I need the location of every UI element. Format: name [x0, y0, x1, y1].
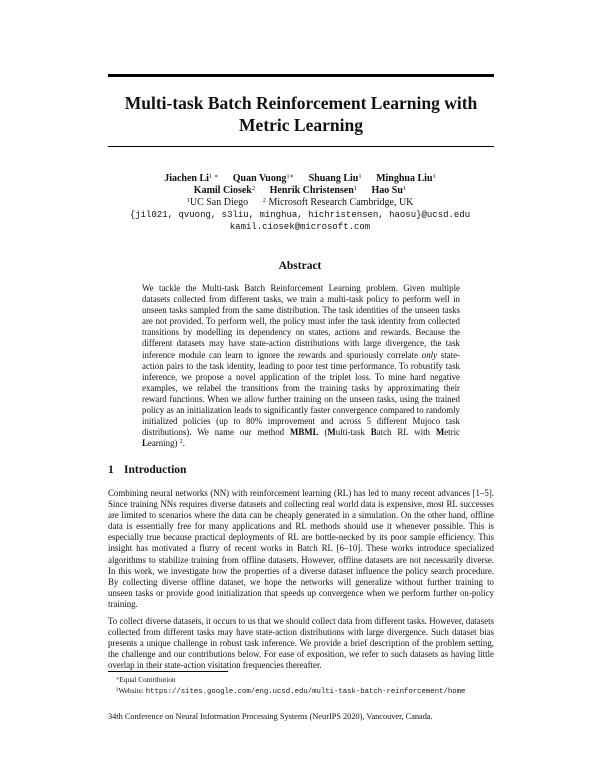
email-ucsd: {jil021, qvuong, s3liu, minghua, hichristensen, haosu}@ucsd.edu — [129, 210, 471, 220]
footnote-1 — [116, 675, 176, 684]
intro-paragraph-2: To collect diverse datasets, it occurs to us that we should collect data from different tasks. However, datasets collected from different tasks may have state-action distributions with large divergence. Such dataset bias presents a unique challenge in robust task inference. We provide a brief description of the problem setting, the challenge and our contributions below. For ease of exposition, we refer to such datasets as having little overlap in their state-action visitation frequencies thereafter. — [108, 616, 494, 671]
section-number: 1 — [108, 464, 114, 476]
email-microsoft: kamil.ciosek@microsoft.com — [229, 222, 371, 232]
footnote-mark: 2 — [116, 688, 119, 693]
method-letter: M — [327, 427, 336, 438]
abstract-heading: Abstract — [278, 260, 322, 272]
footnote-rule — [108, 671, 228, 672]
section-heading-introduction — [108, 464, 186, 476]
affiliation-mark: 1 — [186, 197, 190, 204]
author-mark: 1∗ — [286, 173, 295, 180]
method-name: MBML — [289, 427, 319, 438]
method-letter: B — [370, 427, 377, 438]
abstract-body — [142, 283, 460, 449]
abstract-text-a: We tackle the Multi-task Batch Reinforcement Learning problem. Given multiple datasets collected from different tasks, we train a multi-task policy to perform well in unseen tasks sampled from the same distribution. The task identities of the unseen tasks are not provided. To perform well, the policy must infer the task identity from collected transitions by modelling its dependency on states, actions and rewards. Because the different datasets may have state-action distributions with large divergence, the task inference module can learn to ignore the rewards and spuriously correlate — [142, 283, 460, 360]
affiliation-row — [100, 197, 500, 209]
footnote-2 — [116, 686, 465, 697]
method-letter: L — [142, 438, 148, 449]
author-mark: 1 — [358, 173, 362, 180]
author-mark: 1 — [402, 185, 407, 192]
intro-paragraph-1: Combining neural networks (NN) with reinforcement learning (RL) has led to many recent advances [1–5]. Since training NNs requires diverse datasets and collecting real world data is expensive, most RL successes are limited to scenarios where the data can be cheaply generated in a simulation. On the other hand, offline data is essentially free for many applications and RL methods should use it whenever possible. This is especially true because practical deployments of RL are bottle-necked by its poor sample efficiency. This insight has motivated a flurry of recent works in Batch RL [6–10]. These works introduce specialized algorithms to stabilize training from offline datasets. However, offline datasets are not necessarily diverse. In this work, we investigate how the properties of a diverse dataset influence the policy search procedure. By collecting diverse offline dataset, we hope the networks will generalize without further training to unseen tasks or provide good initialization that speeds up convergence when we perform further on-policy training. — [108, 488, 494, 609]
author-name: Kamil Ciosek — [193, 185, 252, 196]
footnote-mark: ∗ — [116, 677, 120, 682]
author-row-2 — [100, 185, 500, 197]
method-word: earning) — [147, 438, 180, 449]
affiliation-mark: 2 — [262, 197, 266, 204]
author-mark: 2 — [251, 185, 256, 192]
method-word: ulti-task — [335, 427, 371, 438]
method-paren: ( — [318, 427, 328, 438]
author-block — [100, 173, 500, 233]
method-letter: M — [435, 427, 445, 438]
author-name: Jiachen Li — [164, 173, 209, 184]
footnote-ref[interactable]: 2 — [179, 439, 183, 446]
abstract-emphasis: only — [421, 349, 438, 360]
author-name: Henrik Christensen — [269, 185, 354, 196]
title-line-1: Multi-task Batch Reinforcement Learning with — [124, 93, 478, 113]
author-name: Shuang Liu — [308, 173, 359, 184]
venue-footer: 34th Conference on Neural Information Processing Systems (NeurIPS 2020), Vancouver, Canada. — [108, 712, 433, 721]
method-word: atch RL with — [376, 427, 436, 438]
title-line-2: Metric Learning — [239, 115, 363, 135]
author-name: Quan Vuong — [232, 173, 287, 184]
author-row-1 — [100, 173, 500, 185]
title-top-rule — [108, 74, 494, 77]
affiliation-microsoft: Microsoft Research Cambridge, UK — [268, 197, 414, 208]
author-mark: 1 ∗ — [208, 173, 219, 180]
abstract-tail: . — [182, 438, 185, 449]
author-name: Minghua Liu — [376, 173, 433, 184]
author-name: Hao Su — [371, 185, 403, 196]
paper-title — [108, 92, 494, 136]
section-title: Introduction — [124, 464, 187, 476]
author-mark: 1 — [432, 173, 436, 180]
website-link[interactable]: https://sites.google.com/eng.ucsd.edu/multi-task-batch-reinforcement/home — [145, 688, 466, 696]
abstract-text-b: state-action pairs to the task identity, leading to poor test time performance. To robustify task inference, we propose a novel application of the triplet loss. To mine hard negative examples, we relabel the transitions from the training tasks by approximating their reward functions. When we allow further training on the unseen tasks, using the trained policy as an initialization leads to significantly faster convergence compared to randomly initialized policies (up to 80% improvement and across 5 different Mujoco task distributions). We name our method — [142, 349, 460, 438]
title-bottom-rule — [108, 146, 494, 147]
affiliation-ucsd: UC San Diego — [189, 197, 249, 208]
method-word: etric — [444, 427, 460, 438]
footnote-label: Website: — [118, 686, 146, 695]
author-mark: 1 — [353, 185, 358, 192]
footnote-text: Equal Contribution — [119, 675, 176, 684]
